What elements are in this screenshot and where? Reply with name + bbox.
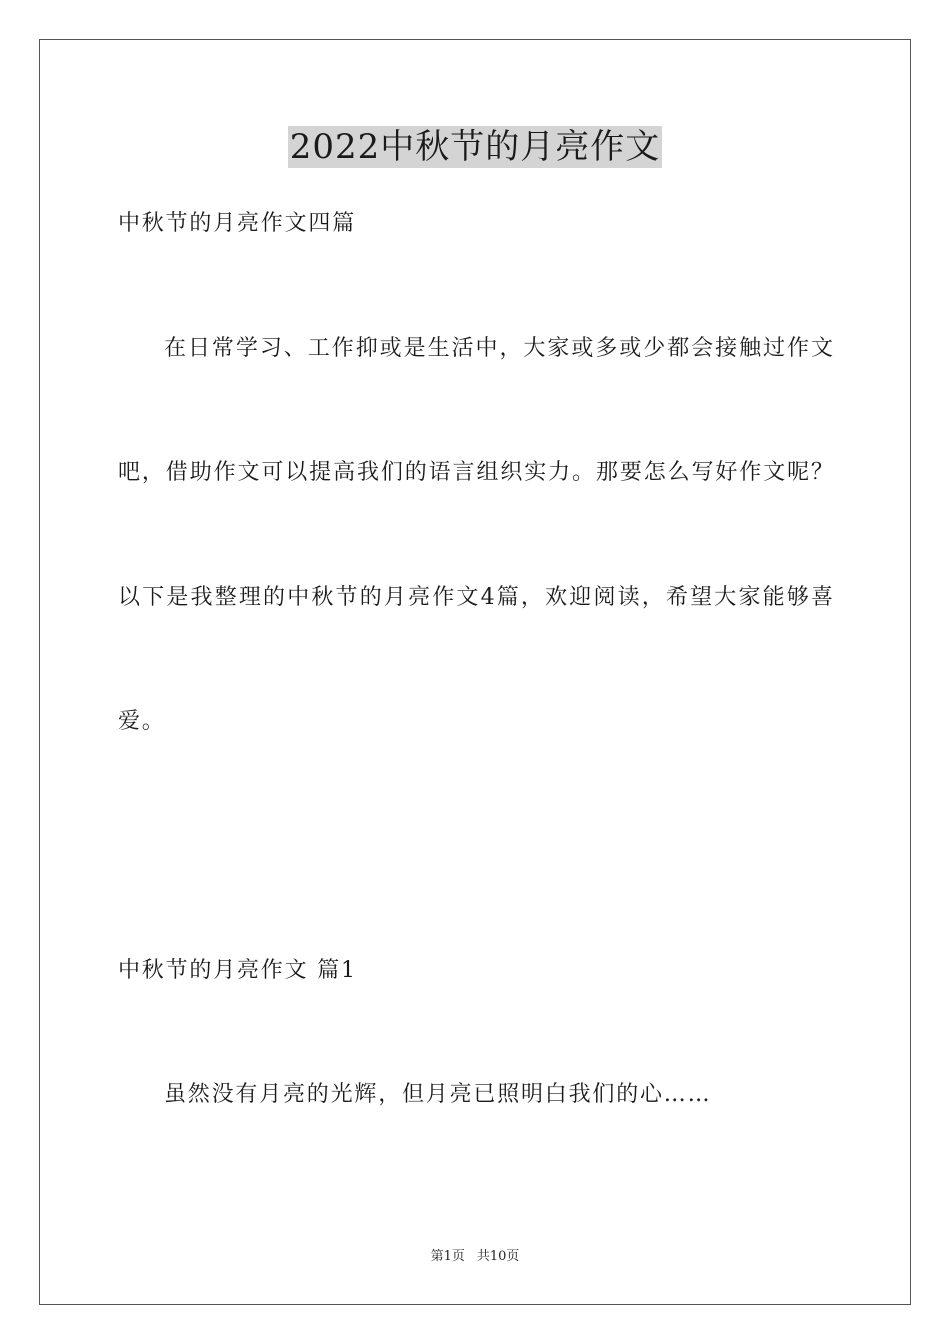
intro-line-4: 爱。: [118, 709, 166, 734]
section-first-line: 虽然没有月亮的光辉，但月亮已照明白我们的心……: [164, 1082, 712, 1107]
document-title: 2022中秋节的月亮作文: [289, 127, 661, 167]
page-footer: [0, 1248, 950, 1266]
section-heading: 中秋节的月亮作文 篇1: [118, 958, 357, 983]
intro-line-3: 以下是我整理的中秋节的月亮作文4篇，欢迎阅读，希望大家能够喜: [118, 585, 833, 610]
page-total: 共10页: [476, 1249, 520, 1264]
document-subtitle: 中秋节的月亮作文四篇: [118, 211, 357, 236]
page-number: 第1页: [430, 1249, 465, 1264]
title-container: [0, 126, 950, 168]
intro-line-2: 吧，借助作文可以提高我们的语言组织实力。那要怎么写好作文呢？: [118, 460, 833, 485]
intro-line-1: 在日常学习、工作抑或是生活中，大家或多或少都会接触过作文: [164, 336, 833, 361]
